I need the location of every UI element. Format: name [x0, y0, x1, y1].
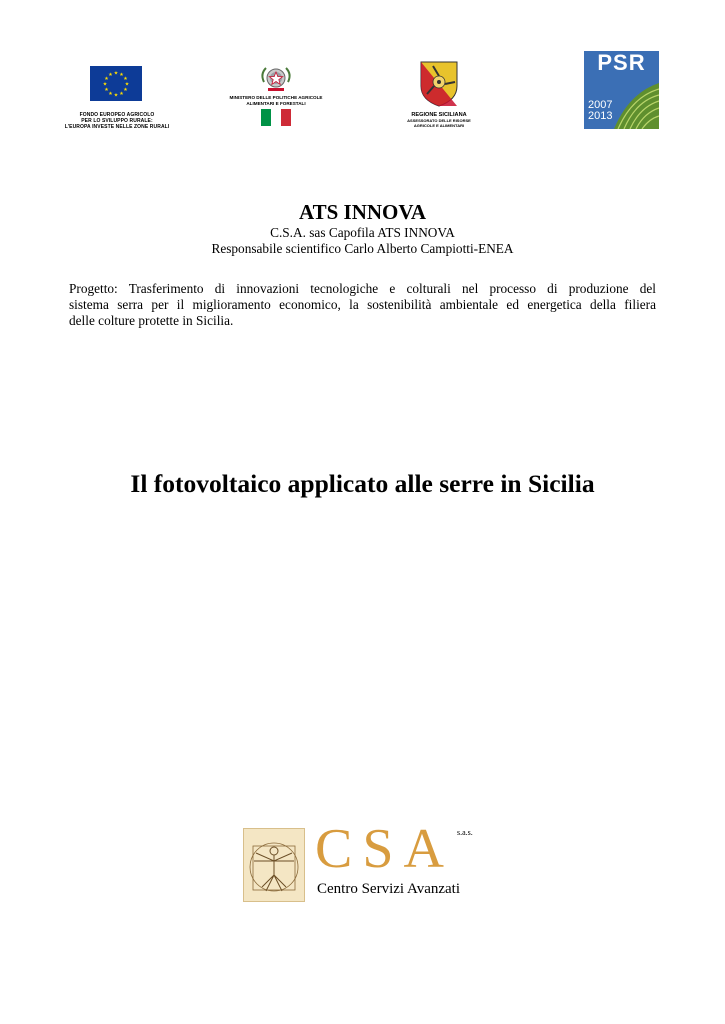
project-line: delle colture protette in Sicilia. — [69, 312, 234, 328]
flag-stripe-green — [261, 109, 271, 126]
csa-letters: CSA — [315, 818, 454, 880]
project-line: sistema serra per il miglioramento economico, la sostenibilità ambientale ed energetica della filiera — [69, 296, 656, 312]
eu-star-icon: ★ — [119, 92, 124, 98]
psr-year-start: 2007 — [588, 99, 613, 111]
project-line: Progetto: Trasferimento di innovazioni tecnologiche e colturali nel processo di produzione del — [69, 281, 656, 296]
eu-logo-text — [62, 112, 172, 130]
psr-years — [588, 100, 612, 122]
vitruvian-man-icon — [243, 828, 305, 902]
eu-star-icon: ★ — [102, 82, 108, 88]
flag-stripe-white — [271, 109, 281, 126]
eu-star-icon: ★ — [119, 72, 124, 78]
ministry-logo — [222, 64, 330, 130]
lead-partner-line: C.S.A. sas Capofila ATS INNOVA — [270, 225, 455, 240]
psr-title: PSR — [597, 50, 646, 75]
sicily-sub-line: ASSESSORATO DELLE RISORSE — [407, 118, 471, 123]
eu-logo — [62, 66, 172, 136]
italian-flag-icon — [261, 109, 291, 126]
eu-star-icon: ★ — [108, 72, 113, 78]
eu-flag-icon — [90, 66, 142, 101]
eu-text-line: FONDO EUROPEO AGRICOLO — [79, 112, 155, 118]
ministry-text-line: ALIMENTARI E FORESTALI — [246, 100, 306, 106]
eu-star-icon: ★ — [113, 71, 119, 77]
eu-text-line: L'EUROPA INVESTE NELLE ZONE RURALI — [64, 124, 170, 130]
eu-star-icon: ★ — [124, 82, 130, 88]
psr-year-end: 2013 — [588, 110, 613, 122]
eu-star-icon: ★ — [113, 93, 119, 99]
eu-text-line: PER LO SVILUPPO RURALE: — [81, 118, 153, 124]
csa-logo — [243, 818, 483, 902]
eu-star-icon: ★ — [123, 77, 128, 82]
ats-title: ATS INNOVA — [298, 200, 426, 224]
csa-company-type: s.a.s. — [457, 828, 473, 837]
project-description — [69, 281, 656, 328]
sicily-sub-line: AGRICOLE E ALIMENTARI — [413, 122, 465, 128]
psr-logo — [584, 51, 659, 129]
eu-star-icon: ★ — [108, 92, 113, 98]
eu-star-icon: ★ — [104, 77, 109, 82]
ministry-text-line: MINISTERO DELLE POLITICHE AGRICOLE — [229, 95, 323, 100]
sicily-subtitle — [400, 119, 478, 129]
trinacria-shield-icon — [419, 60, 459, 108]
eu-star-icon: ★ — [104, 88, 109, 93]
csa-full-name: Centro Servizi Avanzati — [317, 881, 461, 897]
flag-stripe-red — [281, 109, 291, 126]
scientific-lead-line: Responsabile scientifico Carlo Alberto Campiotti-ENEA — [211, 241, 514, 256]
italian-republic-emblem-icon — [258, 64, 294, 94]
ministry-text — [222, 95, 330, 106]
sicily-title: REGIONE SICILIANA — [411, 112, 467, 118]
eu-star-icon: ★ — [123, 88, 128, 93]
document-title: Il fotovoltaico applicato alle serre in Sicilia — [130, 469, 595, 498]
sicily-region-logo — [400, 60, 478, 140]
